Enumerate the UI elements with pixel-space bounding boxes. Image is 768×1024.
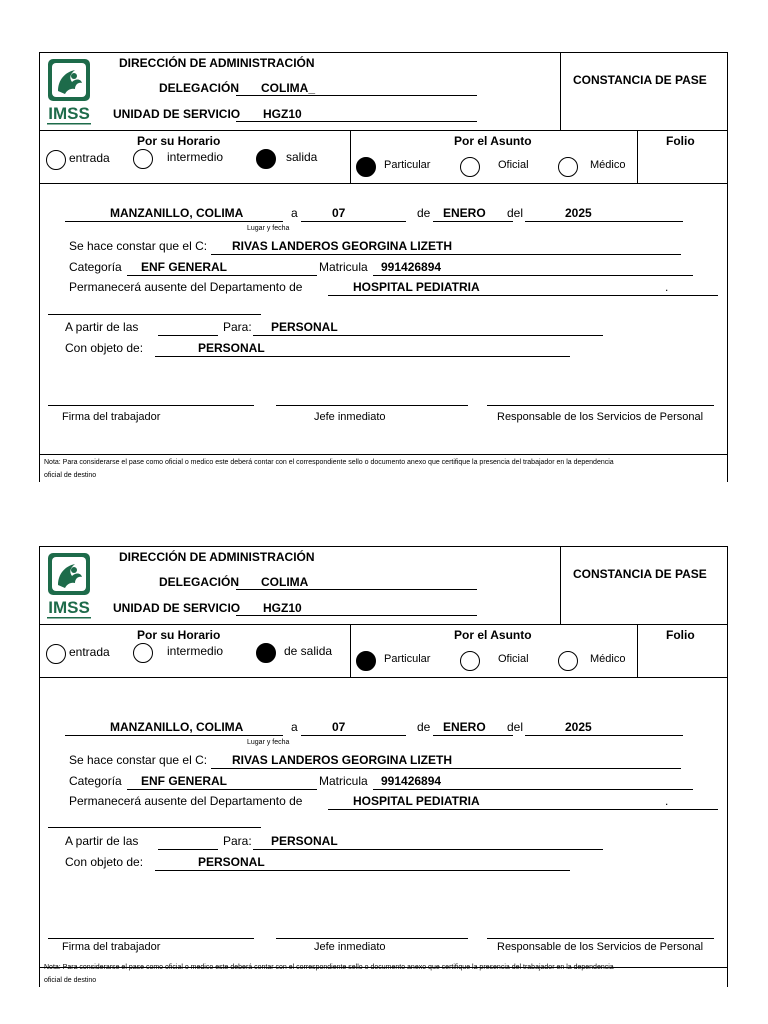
del-label: del bbox=[507, 720, 524, 734]
imss-logo-icon bbox=[45, 58, 95, 128]
medico-radio[interactable] bbox=[558, 157, 578, 177]
folio-label: Folio bbox=[666, 628, 695, 642]
medico-label: Médico bbox=[590, 653, 626, 665]
day-value: 07 bbox=[332, 720, 346, 734]
month-value: ENERO bbox=[443, 206, 486, 220]
asunto-title: Por el Asunto bbox=[454, 628, 532, 642]
apartir-label: A partir de las bbox=[65, 320, 139, 334]
asunto-title: Por el Asunto bbox=[454, 134, 532, 148]
oficial-label: Oficial bbox=[498, 653, 529, 665]
nota-text: Nota: Para considerarse el pase como oficial o medico este deberá contar con el correspondiente sello o documento anexo que certifique la presencia del trabajador en la dependencia bbox=[44, 964, 614, 971]
jefe-inmediato-label: Jefe inmediato bbox=[314, 411, 386, 423]
frame-top bbox=[40, 52, 727, 53]
unidad-label: UNIDAD DE SERVICIO bbox=[113, 107, 241, 121]
imss-logo-icon bbox=[45, 552, 95, 622]
dir-admin-title: DIRECCIÓN DE ADMINISTRACIÓN bbox=[119, 56, 315, 70]
particular-label: Particular bbox=[384, 159, 431, 171]
matricula-label: Matricula bbox=[319, 774, 368, 788]
intermedio-radio[interactable] bbox=[133, 643, 153, 663]
person-name: RIVAS LANDEROS GEORGINA LIZETH bbox=[232, 239, 453, 253]
hace-constar-label: Se hace constar que el C: bbox=[69, 239, 208, 253]
header-divider bbox=[40, 130, 727, 131]
delegacion-value: COLIMA_ bbox=[261, 81, 315, 95]
person-name: RIVAS LANDEROS GEORGINA LIZETH bbox=[232, 753, 453, 767]
objeto-label: Con objeto de: bbox=[65, 341, 144, 355]
imss-logo bbox=[45, 58, 95, 128]
salida-radio[interactable] bbox=[256, 149, 276, 169]
month-value: ENERO bbox=[443, 720, 486, 734]
lugar-fecha-caption: Lugar y fecha bbox=[247, 739, 290, 746]
categoria-label: Categoría bbox=[69, 260, 122, 274]
horario-divider bbox=[350, 130, 351, 183]
unidad-value: HGZ10 bbox=[263, 107, 302, 121]
year-value: 2025 bbox=[565, 720, 592, 734]
matricula-value: 991426894 bbox=[381, 260, 442, 274]
intermedio-radio[interactable] bbox=[133, 149, 153, 169]
delegacion-value: COLIMA bbox=[261, 575, 309, 589]
oficial-radio[interactable] bbox=[460, 157, 480, 177]
categoria-value: ENF GENERAL bbox=[141, 774, 228, 788]
entrada-radio[interactable] bbox=[46, 150, 66, 170]
objeto-label: Con objeto de: bbox=[65, 855, 144, 869]
responsable-label: Responsable de los Servicios de Personal bbox=[497, 941, 704, 953]
constancia-form: IMSS DIRECCIÓN DE ADMINISTRACIÓN DELEGACIÓN COLIMA_ UNIDAD DE SERVICIO HGZ10 CONSTANCIA DE PASE Por su Horario entrada intermedio salida Por el Asunto Particular Oficial Médico Folio MANZANILLO, COLIMA a 07 de ENERO del 2025 Lugar y fecha Se hace constar que el C: RIVAS LANDEROS GEORGINA LIZETH Categoría ENF GENERAL Matricula 991426894 Permanecerá ausente del Departamento de HOSPITAL PEDIATRIA . A partir de las Para: PERSONAL Con objeto de: PERSONAL Firma del trabajador Jefe inmediato Responsable de los Servicios de Personal Nota: Para considerarse el pase como oficial o medico este deberá contar con el correspondiente sello o documento anexo que certifique la presencia del trabajador en la dependencia oficial de destino bbox=[39, 52, 728, 482]
folio-divider bbox=[637, 624, 638, 677]
options-divider bbox=[40, 677, 727, 678]
para-label: Para: bbox=[223, 320, 252, 334]
firma-trabajador-label: Firma del trabajador bbox=[62, 411, 161, 423]
day-value: 07 bbox=[332, 206, 346, 220]
de-label: de bbox=[417, 206, 431, 220]
matricula-label: Matricula bbox=[319, 260, 368, 274]
permanecera-label: Permanecerá ausente del Departamento de bbox=[69, 794, 303, 808]
place-value: MANZANILLO, COLIMA bbox=[110, 206, 244, 220]
particular-radio[interactable] bbox=[356, 157, 376, 177]
nota-text: Nota: Para considerarse el pase como oficial o medico este deberá contar con el correspondiente sello o documento anexo que certifique la presencia del trabajador en la dependencia bbox=[44, 459, 614, 466]
de-label: de bbox=[417, 720, 431, 734]
delegacion-label: DELEGACIÓN bbox=[159, 575, 240, 589]
intermedio-label: intermedio bbox=[167, 644, 224, 658]
unidad-label: UNIDAD DE SERVICIO bbox=[113, 601, 241, 615]
salida-label: salida bbox=[286, 150, 318, 164]
nota-text-2: oficial de destino bbox=[44, 977, 97, 984]
a-label: a bbox=[291, 720, 298, 734]
oficial-label: Oficial bbox=[498, 159, 529, 171]
dir-admin-title: DIRECCIÓN DE ADMINISTRACIÓN bbox=[119, 550, 315, 564]
horario-divider bbox=[350, 624, 351, 677]
para-label: Para: bbox=[223, 834, 252, 848]
objeto-value: PERSONAL bbox=[198, 341, 265, 355]
lugar-fecha-caption: Lugar y fecha bbox=[247, 225, 290, 232]
nota-text-2: oficial de destino bbox=[44, 472, 97, 479]
frame-top bbox=[40, 546, 727, 547]
constancia-form: IMSS DIRECCIÓN DE ADMINISTRACIÓN DELEGACIÓN COLIMA UNIDAD DE SERVICIO HGZ10 CONSTANCIA DE PASE Por su Horario entrada intermedio de salida Por el Asunto Particular Oficial Médico Folio MANZANILLO, COLIMA a 07 de ENERO del 2025 Lugar y fecha Se hace constar que el C: RIVAS LANDEROS GEORGINA LIZETH Categoría ENF GENERAL Matricula 991426894 Permanecerá ausente del Departamento de HOSPITAL PEDIATRIA . A partir de las Para: PERSONAL Con objeto de: PERSONAL Firma del trabajador Jefe inmediato Responsable de los Servicios de Personal Nota: Para considerarse el pase como oficial o medico este deberá contar con el correspondiente sello o documento anexo que certifique la presencia del trabajador en la dependencia oficial de destino bbox=[39, 546, 728, 987]
particular-label: Particular bbox=[384, 653, 431, 665]
entrada-label: entrada bbox=[69, 645, 110, 659]
oficial-radio[interactable] bbox=[460, 651, 480, 671]
constancia-title: CONSTANCIA DE PASE bbox=[573, 73, 707, 87]
horario-title: Por su Horario bbox=[137, 134, 221, 148]
del-label: del bbox=[507, 206, 524, 220]
apartir-label: A partir de las bbox=[65, 834, 139, 848]
responsable-label: Responsable de los Servicios de Personal bbox=[497, 411, 704, 423]
svg-text:IMSS: IMSS bbox=[48, 598, 90, 617]
categoria-label: Categoría bbox=[69, 774, 122, 788]
constancia-divider bbox=[560, 546, 561, 624]
permanecera-label: Permanecerá ausente del Departamento de bbox=[69, 280, 303, 294]
svg-text:IMSS: IMSS bbox=[48, 104, 90, 123]
constancia-title: CONSTANCIA DE PASE bbox=[573, 567, 707, 581]
objeto-value: PERSONAL bbox=[198, 855, 265, 869]
para-value: PERSONAL bbox=[271, 320, 338, 334]
delegacion-label: DELEGACIÓN bbox=[159, 81, 240, 95]
header-divider bbox=[40, 624, 727, 625]
departamento-value: HOSPITAL PEDIATRIA bbox=[353, 794, 480, 808]
entrada-label: entrada bbox=[69, 151, 110, 165]
salida-label: de salida bbox=[284, 644, 333, 658]
year-value: 2025 bbox=[565, 206, 592, 220]
medico-radio[interactable] bbox=[558, 651, 578, 671]
medico-label: Médico bbox=[590, 159, 626, 171]
para-value: PERSONAL bbox=[271, 834, 338, 848]
categoria-value: ENF GENERAL bbox=[141, 260, 228, 274]
jefe-inmediato-label: Jefe inmediato bbox=[314, 941, 386, 953]
departamento-value: HOSPITAL PEDIATRIA bbox=[353, 280, 480, 294]
a-label: a bbox=[291, 206, 298, 220]
matricula-value: 991426894 bbox=[381, 774, 442, 788]
firma-trabajador-label: Firma del trabajador bbox=[62, 941, 161, 953]
entrada-radio[interactable] bbox=[46, 644, 66, 664]
place-value: MANZANILLO, COLIMA bbox=[110, 720, 244, 734]
folio-divider bbox=[637, 130, 638, 183]
intermedio-label: intermedio bbox=[167, 150, 224, 164]
options-divider bbox=[40, 183, 727, 184]
unidad-value: HGZ10 bbox=[263, 601, 302, 615]
particular-radio[interactable] bbox=[356, 651, 376, 671]
horario-title: Por su Horario bbox=[137, 628, 221, 642]
hace-constar-label: Se hace constar que el C: bbox=[69, 753, 208, 767]
salida-radio[interactable] bbox=[256, 643, 276, 663]
imss-logo bbox=[45, 552, 95, 622]
constancia-divider bbox=[560, 52, 561, 130]
folio-label: Folio bbox=[666, 134, 695, 148]
